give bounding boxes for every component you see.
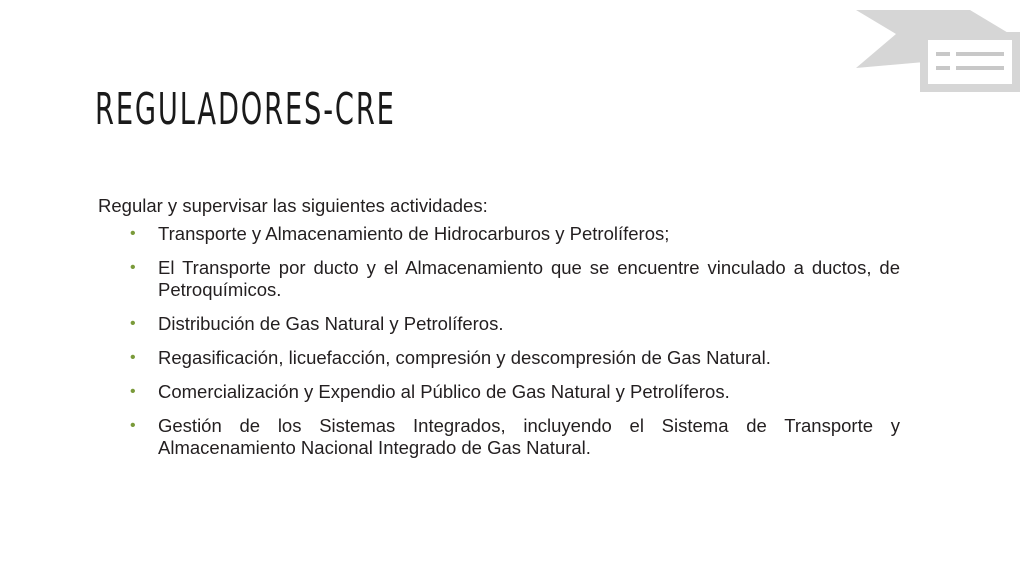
bullet-icon: • — [130, 259, 136, 276]
list-item — [98, 381, 900, 403]
list-item-text: Distribución de Gas Natural y Petrolíferos. — [158, 313, 504, 334]
bullet-icon: • — [130, 349, 136, 366]
bullet-icon: • — [130, 417, 136, 434]
page-title: REGULADORES-CRE — [95, 84, 396, 135]
list-item — [98, 347, 900, 369]
bullet-list — [98, 223, 900, 459]
bullet-icon: • — [130, 315, 136, 332]
list-item-text: El Transporte por ducto y el Almacenamiento que se encuentre vinculado a ductos, de Petroquímicos. — [158, 257, 900, 300]
bullet-icon: • — [130, 225, 136, 242]
list-item — [98, 257, 900, 301]
list-item — [98, 313, 900, 335]
list-item-text: Regasificación, licuefacción, compresión y descompresión de Gas Natural. — [158, 347, 771, 368]
list-item-text: Comercialización y Expendio al Público de Gas Natural y Petrolíferos. — [158, 381, 730, 402]
list-item — [98, 223, 900, 245]
list-item-text: Gestión de los Sistemas Integrados, incluyendo el Sistema de Transporte y Almacenamiento Nacional Integrado de Gas Natural. — [158, 415, 900, 458]
list-item — [98, 415, 900, 459]
bullet-icon: • — [130, 383, 136, 400]
slide-body — [98, 195, 900, 471]
list-item-text: Transporte y Almacenamiento de Hidrocarburos y Petrolíferos; — [158, 223, 670, 244]
intro-text: Regular y supervisar las siguientes actividades: — [98, 195, 488, 216]
slide-decoration-icon — [852, 6, 1024, 96]
